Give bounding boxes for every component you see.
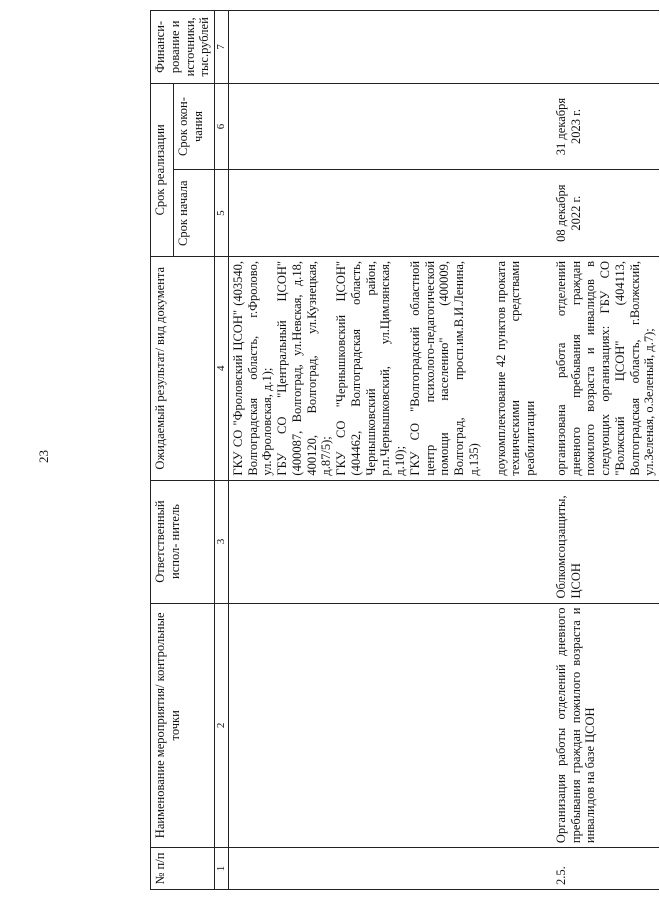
col-number: 4 [215,256,229,480]
header-num: № п/п [151,848,215,890]
header-name: Наименование мероприятия/ контрольные точки [151,603,215,848]
row-finance [552,11,659,84]
result-line: ГБУ СО "Центральный ЦСОН" (400087, Волгоград, ул.Невская, д.18, 400120, Волгоград, ул.Кузнецкая, д.87/5); [275,260,334,476]
col-number: 3 [215,480,229,603]
row-num: 2.5. [552,848,659,890]
header-responsible: Ответственный испол- нитель [151,480,215,603]
col-number: 2 [215,603,229,848]
result-cell [228,256,552,480]
result-extra: доукомплектование 42 пунктов проката техническими средствами реабилитации [493,260,538,476]
page-number: 23 [36,450,51,463]
plan-table [150,10,659,890]
table-row-2-5 [552,11,659,890]
header-result: Ожидаемый результат/ вид документа [151,256,215,480]
col-number: 6 [215,83,229,170]
header-row [151,11,174,890]
rotated-table-sheet [150,10,660,890]
header-finance: Финанси- рование и источники, тыс.рублей [151,11,215,84]
header-start: Срок начала [174,170,215,257]
col-number: 5 [215,170,229,257]
header-end: Срок окон- чания [174,83,215,170]
result-line: ГКУ СО "Волгоградский областной центр психолого-педагогической помощи населению" (400009, Волгоград, просп.им.В.И.Ленина, д.135) [407,260,481,476]
header-period: Срок реализации [151,83,174,256]
col-number: 7 [215,11,229,84]
column-number-row [215,11,229,890]
result-line: ГКУ СО "Фроловский ЦСОН" (403540, Волгоградская область, г.Фролово, ул.Фроловская, д.1); [230,260,275,476]
row-responsible: Облкомсоцзащиты, ЦСОН [552,480,659,603]
table-row-continuation [228,11,552,890]
result-line: ГКУ СО "Чернышковский ЦСОН" (404462, Волгоградская область, Чернышковский район, р.п.Чернышковский, ул.Цимлянская, д.10); [334,260,408,476]
row-name: Организация работы отделений дневного пребывания граждан пожилого возраста и инвалидов на базе ЦСОН [552,603,659,848]
row-start: 08 декабря 2022 г. [552,170,659,257]
row-end: 31 декабря 2023 г. [552,83,659,170]
col-number: 1 [215,848,229,890]
row-result: организована работа отделений дневного пребывания граждан пожилого возраста и инвалидов в следующих организациях: ГБУ СО "Волжский ЦСОН" (404113, Волгоградская область, г.Волжский, ул.Зеленая, о.Зеленый, д.7); [552,256,659,480]
